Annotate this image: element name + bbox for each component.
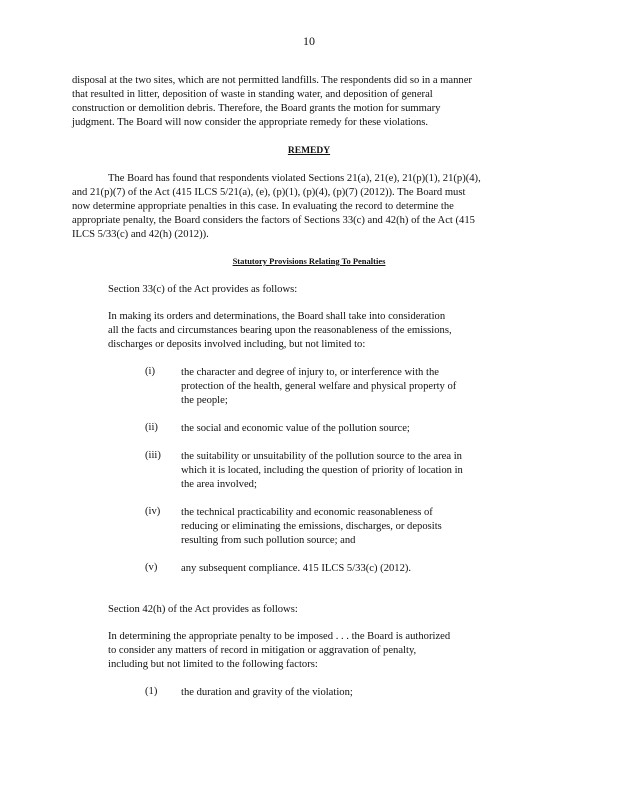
remedy-line-1: The Board has found that respondents violated Sections 21(a), 21(e), 21(p)(1), 21(p)(4), [108, 173, 481, 184]
item-number: (iii) [145, 450, 161, 461]
item-line: the technical practicability and economic reasonableness of [181, 507, 433, 518]
item-line: the area involved; [181, 479, 257, 490]
item-number: (1) [145, 686, 158, 697]
remedy-line-2: and 21(p)(7) of the Act (415 ILCS 5/21(a), (e), (p)(1), (p)(4), (p)(7) (2012)). The Board must [72, 187, 466, 198]
section33-quote-line-2: all the facts and circumstances bearing upon the reasonableness of the emissions, [108, 325, 452, 336]
item-number: (v) [145, 562, 158, 573]
item-line: the social and economic value of the pollution source; [181, 423, 410, 434]
remedy-line-3: now determine appropriate penalties in this case. In evaluating the record to determine the [72, 201, 454, 212]
item-line: which it is located, including the question of priority of location in [181, 465, 463, 476]
item-number: (ii) [145, 422, 158, 433]
item-line: resulting from such pollution source; and [181, 535, 356, 546]
section42-intro: Section 42(h) of the Act provides as follows: [108, 604, 298, 615]
section42-quote-line-3: including but not limited to the following factors: [108, 659, 318, 670]
item-line: the duration and gravity of the violation; [181, 687, 353, 698]
item-line: the suitability or unsuitability of the pollution source to the area in [181, 451, 462, 462]
section42-quote-line-2: to consider any matters of record in mitigation or aggravation of penalty, [108, 645, 417, 656]
section42-quote-line-1: In determining the appropriate penalty to be imposed . . . the Board is authorized [108, 631, 451, 642]
page-number: 10 [303, 34, 315, 48]
remedy-line-4: appropriate penalty, the Board considers the factors of Sections 33(c) and 42(h) of the Act (415 [72, 215, 475, 226]
remedy-heading: REMEDY [287, 146, 331, 156]
section33-quote-line-1: In making its orders and determinations, the Board shall take into consideration [108, 311, 446, 322]
statutory-heading: Statutory Provisions Relating To Penalties [232, 256, 386, 266]
item-line: any subsequent compliance. 415 ILCS 5/33(c) (2012). [181, 563, 412, 574]
item-line: reducing or eliminating the emissions, discharges, or deposits [181, 521, 442, 532]
intro-line-2: that resulted in litter, deposition of waste in standing water, and deposition of general [72, 89, 433, 100]
item-line: the character and degree of injury to, or interference with the [181, 367, 439, 378]
section33-quote-line-3: discharges or deposits involved including, but not limited to: [108, 339, 366, 350]
intro-line-1: disposal at the two sites, which are not permitted landfills. The respondents did so in a manner [72, 75, 472, 86]
intro-line-4: judgment. The Board will now consider the appropriate remedy for these violations. [72, 117, 429, 128]
section33-intro: Section 33(c) of the Act provides as follows: [108, 284, 298, 295]
remedy-line-5: ILCS 5/33(c) and 42(h) (2012)). [72, 229, 209, 240]
item-number: (i) [145, 366, 155, 377]
item-number: (iv) [145, 506, 161, 517]
item-line: the people; [181, 395, 228, 406]
intro-line-3: construction or demolition debris. Therefore, the Board grants the motion for summary [72, 103, 441, 114]
item-line: protection of the health, general welfare and physical property of [181, 381, 457, 392]
